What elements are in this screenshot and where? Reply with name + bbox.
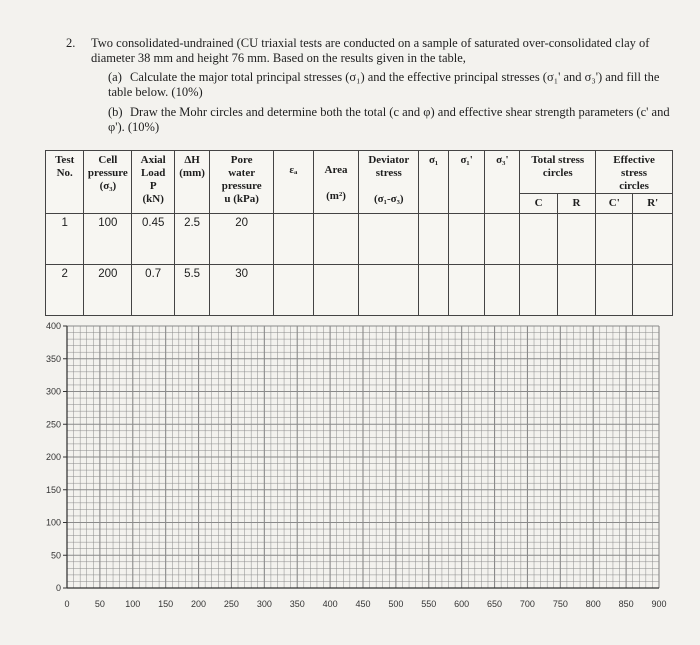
x-tick-label: 350 — [289, 599, 305, 609]
y-tick-label: 100 — [45, 517, 61, 528]
y-tick-label: 50 — [50, 550, 61, 561]
y-tick-label: 400 — [45, 321, 61, 331]
header-effective-c: C' — [596, 194, 633, 214]
question-part-b — [108, 105, 678, 135]
header-effective-r: R' — [633, 194, 673, 214]
x-tick-label: 800 — [585, 599, 601, 609]
header-sigma1-effective: σ₁' — [449, 151, 485, 214]
row1-area — [313, 214, 359, 265]
header-pore-pressure: Pore water pressure u (kPa) — [210, 151, 274, 214]
row1-deviator — [359, 214, 419, 265]
row2-strain — [274, 265, 313, 316]
header-total-r: R — [557, 194, 595, 214]
header-strain: εₐ — [274, 151, 313, 214]
row2-sigma1-eff — [449, 265, 485, 316]
row1-sigma1 — [419, 214, 449, 265]
x-axis-ticks — [64, 599, 666, 609]
x-tick-label: 300 — [256, 599, 272, 609]
table-row — [46, 214, 673, 265]
row2-sigma3-eff — [485, 265, 520, 316]
mohr-circle-graph-paper — [0, 315, 700, 615]
row1-total-c — [520, 214, 557, 265]
x-tick-label: 0 — [64, 599, 70, 609]
y-tick-label: 250 — [45, 419, 61, 430]
header-effective-stress-circles: Effective stress circles — [596, 151, 673, 194]
row2-cell-pressure: 200 — [84, 265, 132, 316]
row2-area — [313, 265, 359, 316]
x-tick-label: 450 — [355, 599, 371, 609]
row1-pore-pressure: 20 — [210, 214, 274, 265]
results-table — [45, 150, 673, 316]
row2-sigma1 — [419, 265, 449, 316]
x-tick-label: 400 — [322, 599, 338, 609]
x-tick-label: 500 — [388, 599, 404, 609]
question-number: 2. — [66, 36, 76, 50]
question-part-a — [108, 70, 678, 100]
header-test-no: Test No. — [46, 151, 84, 214]
x-tick-label: 650 — [487, 599, 503, 609]
row1-total-r — [557, 214, 595, 265]
row1-test: 1 — [46, 214, 84, 265]
x-tick-label: 850 — [618, 599, 634, 609]
row1-strain — [274, 214, 313, 265]
graph-grid — [67, 326, 659, 588]
header-axial-load: Axial Load P (kN) — [132, 151, 175, 214]
row2-total-c — [520, 265, 557, 316]
row2-eff-r — [633, 265, 673, 316]
y-tick-label: 200 — [45, 452, 61, 462]
row2-deviator — [359, 265, 419, 316]
header-deviator-stress: Deviator stress (σ₁-σ₃) — [359, 151, 419, 214]
y-axis-ticks — [46, 321, 67, 593]
part-a-text: Calculate the major total principal stresses (σ₁) and the effective principal stresses (σ₁' and σ₃') and fill the table below. (10%) — [108, 70, 660, 99]
row2-axial-load: 0.7 — [132, 265, 175, 316]
header-sigma1: σ₁ — [419, 151, 449, 214]
x-tick-label: 250 — [223, 599, 239, 609]
y-tick-label: 150 — [45, 484, 61, 495]
x-tick-label: 50 — [94, 599, 105, 609]
x-tick-label: 750 — [552, 599, 568, 609]
header-sigma3-effective: σ₃' — [485, 151, 520, 214]
x-tick-label: 100 — [125, 599, 141, 609]
x-tick-label: 550 — [421, 599, 437, 609]
x-tick-label: 600 — [454, 599, 470, 609]
part-b-label: (b) — [108, 105, 123, 119]
question-text: Two consolidated-undrained (CU triaxial tests are conducted on a sample of saturated over-consolidated clay of diameter 38 mm and height 76 mm. Based on the results given in the table, — [91, 36, 650, 65]
row1-eff-r — [633, 214, 673, 265]
row2-pore-pressure: 30 — [210, 265, 274, 316]
table-row — [46, 265, 673, 316]
header-total-c: C — [520, 194, 557, 214]
header-cell-pressure: Cell pressure (σ₃) — [84, 151, 132, 214]
part-b-text: Draw the Mohr circles and determine both the total (c and φ) and effective shear strength parameters (c' and φ'). (10%) — [108, 105, 670, 134]
row2-delta-h: 5.5 — [175, 265, 210, 316]
y-tick-label: 300 — [45, 386, 61, 397]
part-a-label: (a) — [108, 70, 122, 84]
header-total-stress-circles: Total stress circles — [520, 151, 596, 194]
x-tick-label: 200 — [191, 599, 207, 609]
x-tick-label: 700 — [519, 599, 535, 609]
x-tick-label: 900 — [651, 599, 667, 609]
row1-eff-c — [596, 214, 633, 265]
row2-test: 2 — [46, 265, 84, 316]
row1-sigma3-eff — [485, 214, 520, 265]
y-tick-label: 0 — [55, 583, 61, 593]
header-area: Area (m²) — [313, 151, 359, 214]
row1-cell-pressure: 100 — [84, 214, 132, 265]
x-tick-label: 150 — [158, 599, 174, 609]
row1-delta-h: 2.5 — [175, 214, 210, 265]
header-delta-h: ΔH (mm) — [175, 151, 210, 214]
row1-sigma1-eff — [449, 214, 485, 265]
row1-axial-load: 0.45 — [132, 214, 175, 265]
row2-eff-c — [596, 265, 633, 316]
row2-total-r — [557, 265, 595, 316]
y-tick-label: 350 — [45, 353, 61, 364]
